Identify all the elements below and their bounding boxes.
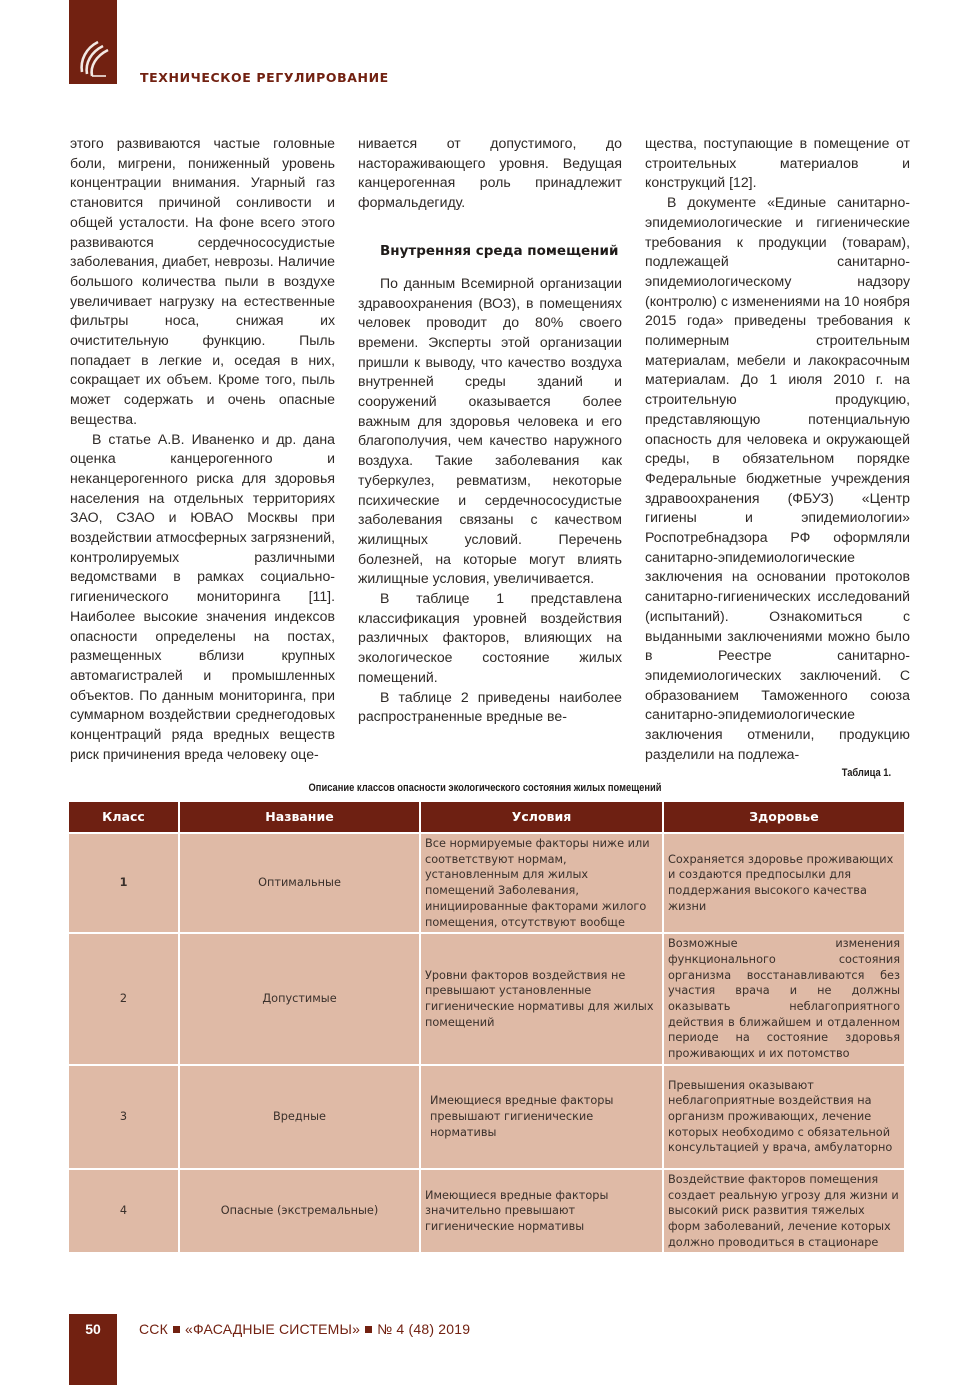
column-header-name: Название bbox=[179, 801, 420, 833]
cell-health: Превышения оказывают неблагоприятные воздействия на организм проживающих, лечение которых необходимо с обязательной консультацией у врача, амбулаторно bbox=[663, 1065, 905, 1169]
section-subheading bbox=[358, 243, 622, 260]
cell-class: 4 bbox=[68, 1169, 179, 1254]
column-header-class: Класс bbox=[68, 801, 179, 833]
magazine-title: «ФАСАДНЫЕ СИСТЕМЫ» bbox=[184, 1321, 361, 1337]
paragraph: В документе «Единые санитарно-эпидемиологические и гигиенические требования к продукции (товарам), подлежащей санитарно-эпидемиологическому надзору (контролю) с изменениями на 10 ноября 2015 года» приведены требования к полимерным строительным материалам, мебели и лакокрасочным материалам. До 1 июля 2010 г. на строительную продукцию, представляющую потенциальную опасность для человека и окружающей среды, в обязательном порядке Федеральные бюджетные учреждения здравоохранения (ФБУЗ) «Центр гигиены и эпидемиологии» Роспотребнадзора РФ оформляли санитарно-эпидемиологические заключения на основании протоколов санитарно-гигиенических исследований (испытаний). Ознакомиться с выданными заключениями можно было в Реестре санитарно-эпидемиологических заключений. С образованием Таможенного союза санитарно-эпидемиологические заключения отменили, продукцию разделили на подлежа- bbox=[645, 194, 910, 762]
text-column-1 bbox=[70, 134, 335, 765]
column-header-conditions: Условия bbox=[420, 801, 663, 833]
issue-number: № 4 (48) 2019 bbox=[377, 1321, 471, 1337]
publisher-logo-icon bbox=[76, 38, 110, 80]
table-number-label: Таблица 1. bbox=[841, 767, 891, 779]
cell-class: 1 bbox=[68, 833, 179, 933]
section-title: ТЕХНИЧЕСКОЕ РЕГУЛИРОВАНИЕ bbox=[140, 70, 389, 85]
cell-conditions: Имеющиеся вредные факторы превышают гигиенические нормативы bbox=[420, 1065, 663, 1169]
column-header-health: Здоровье bbox=[663, 801, 905, 833]
table-caption: Описание классов опасности экологического состояния жилых помещений bbox=[308, 782, 662, 794]
cell-conditions: Все нормируемые факторы ниже или соответствуют нормам, установленным для жилых помещений Заболевания, инициированные факторами жилого помещения, отсутствуют вообще bbox=[420, 833, 663, 933]
table-row bbox=[68, 1169, 905, 1254]
cell-health: Сохраняется здоровье проживающих и создаются предпосылки для поддержания высокого качества жизни bbox=[663, 833, 905, 933]
cell-class: 2 bbox=[68, 933, 179, 1065]
paragraph: щества, поступающие в помещение от строительных материалов и конструкций [12]. bbox=[645, 135, 910, 191]
paragraph: По данным Всемирной организации здравоохранения (ВОЗ), в помещениях человек проводит до 80% своего времени. Эксперты этой организации пришли к выводу, что качество воздуха внутренней среды зданий и сооружений оказывается более важным для здоровья человека и его благополучия, чем качество наружного воздуха. Такие заболевания как туберкулез, ревматизм, некоторые психические и сердечнососудистые заболевания связаны с качеством жилищных условий. Перечень болезней, на которые могут влиять жилищные условия, увеличивается. bbox=[358, 274, 622, 587]
cell-class: 3 bbox=[68, 1065, 179, 1169]
paragraph: В таблице 2 приведены наиболее распространенные вредные ве- bbox=[358, 688, 622, 725]
header-accent-bar bbox=[69, 0, 117, 84]
paragraph: В таблице 1 представлена классификация уровней воздействия различных факторов, влияющих на экологическое состояние жилых помещений. bbox=[358, 590, 622, 685]
table-header-row bbox=[68, 801, 905, 833]
footer-accent-bar bbox=[69, 1314, 117, 1385]
square-bullet-icon bbox=[365, 1326, 372, 1333]
table-row bbox=[68, 1065, 905, 1169]
cell-name: Опасные (экстремальные) bbox=[179, 1169, 420, 1254]
cell-name: Оптимальные bbox=[179, 833, 420, 933]
cell-conditions: Уровни факторов воздействия не превышают установленные гигиенические нормативы для жилых помещений bbox=[420, 933, 663, 1065]
cell-health: Возможные изменения функционального состояния организма восстанавливаются без участия врача и не должны оказывать неблагоприятного действия в ближайшем и отдаленном периоде на состояние здоровья проживающих и их потомство bbox=[663, 933, 905, 1065]
hazard-classes-table bbox=[67, 800, 906, 1254]
cell-conditions: Имеющиеся вредные факторы значительно превышают гигиенические нормативы bbox=[420, 1169, 663, 1254]
paragraph: нивается от допустимого, до настораживающего уровня. Ведущая канцерогенная роль принадлежит формальдегиду. bbox=[358, 135, 622, 211]
subheading-highlight-bar bbox=[356, 260, 436, 270]
subheading-text: Внутренняя среда помещений bbox=[380, 242, 619, 259]
publisher-name: ССК bbox=[139, 1321, 168, 1337]
footer-publication-info bbox=[139, 1321, 470, 1337]
cell-name: Вредные bbox=[179, 1065, 420, 1169]
cell-name: Допустимые bbox=[179, 933, 420, 1065]
text-column-3 bbox=[645, 134, 910, 765]
square-bullet-icon bbox=[173, 1326, 180, 1333]
paragraph: этого развиваются частые головные боли, мигрени, пониженный уровень концентрации внимания. Угарный газ становится причиной сонливости и общей усталости. На фоне всего этого развиваются сердечнососудистые заболевания, диабет, неврозы. Наличие большого количества пыли в воздухе увеличивает нагрузку на естественные фильтры носа, снижая их очистительную функцию. Пыль попадает в легкие и, оседая в них, сокращает их объем. Кроме того, пыль может содержать и очень опасные вещества. bbox=[70, 135, 335, 427]
paragraph: В статье А.В. Иваненко и др. дана оценка канцерогенного и неканцерогенного риска для здоровья населения на отдельных территориях ЗАО, СЗАО и ЮВАО Москвы при воздействии атмосферных загрязнений, контролируемых различными ведомствами в рамках социально-гигиенического мониторинга [11]. Наиболее высокие значения индексов опасности определены на постах, размещенных вблизи крупных автомагистралей и промышленных объектов. По данным мониторинга, при суммарном воздействии среднегодовых концентраций ряда вредных веществ риск причинения вреда человеку оце- bbox=[70, 430, 335, 762]
table-row bbox=[68, 933, 905, 1065]
text-column-2 bbox=[358, 134, 622, 727]
page-number: 50 bbox=[85, 1321, 101, 1337]
table-row bbox=[68, 833, 905, 933]
cell-health: Воздействие факторов помещения создает реальную угрозу для жизни и высокий риск развития тяжелых форм заболеваний, лечение которых должно проводиться в стационаре bbox=[663, 1169, 905, 1254]
